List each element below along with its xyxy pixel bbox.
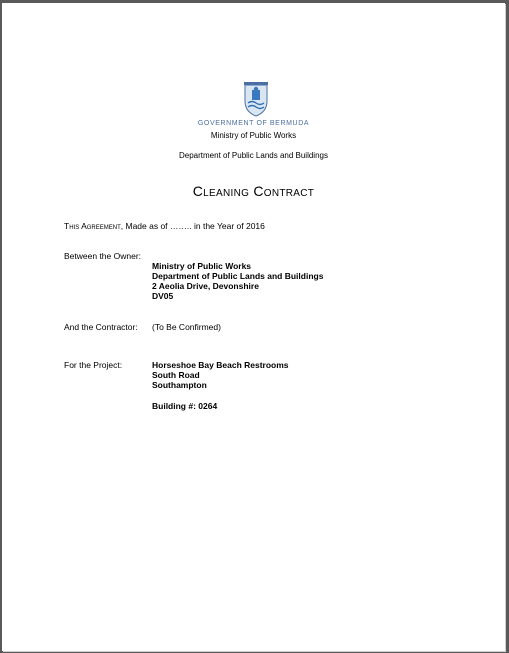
- agreement-lead: This Agreement,: [64, 221, 124, 231]
- owner-address: [152, 261, 323, 301]
- owner-line: Ministry of Public Works: [152, 261, 252, 271]
- owner-line: Department of Public Lands and Buildings: [152, 271, 324, 281]
- agreement-rest: Made as of …….. in the Year of 2016: [123, 221, 265, 231]
- project-address: [152, 360, 289, 390]
- government-name: GOVERNMENT OF BERMUDA: [197, 120, 310, 127]
- owner-line: DV05: [152, 291, 174, 301]
- owner-line: 2 Aeolia Drive, Devonshire: [152, 281, 259, 291]
- ministry-name: Ministry of Public Works: [210, 131, 297, 140]
- bermuda-coat-of-arms-icon: [243, 81, 269, 117]
- project-line: South Road: [152, 370, 200, 380]
- project-line: Southampton: [152, 380, 207, 390]
- project-line: Horseshoe Bay Beach Restrooms: [152, 360, 289, 370]
- owner-label: Between the Owner:: [64, 251, 142, 261]
- project-label: For the Project:: [64, 360, 123, 370]
- document-page: [2, 3, 505, 651]
- building-number: Building #: 0264: [152, 401, 218, 411]
- agreement-line: [64, 221, 265, 231]
- contractor-value: (To Be Confirmed): [152, 322, 221, 332]
- department-name: Department of Public Lands and Buildings: [179, 151, 328, 160]
- document-title: Cleaning Contract: [192, 183, 315, 199]
- contractor-label: And the Contractor:: [64, 322, 138, 332]
